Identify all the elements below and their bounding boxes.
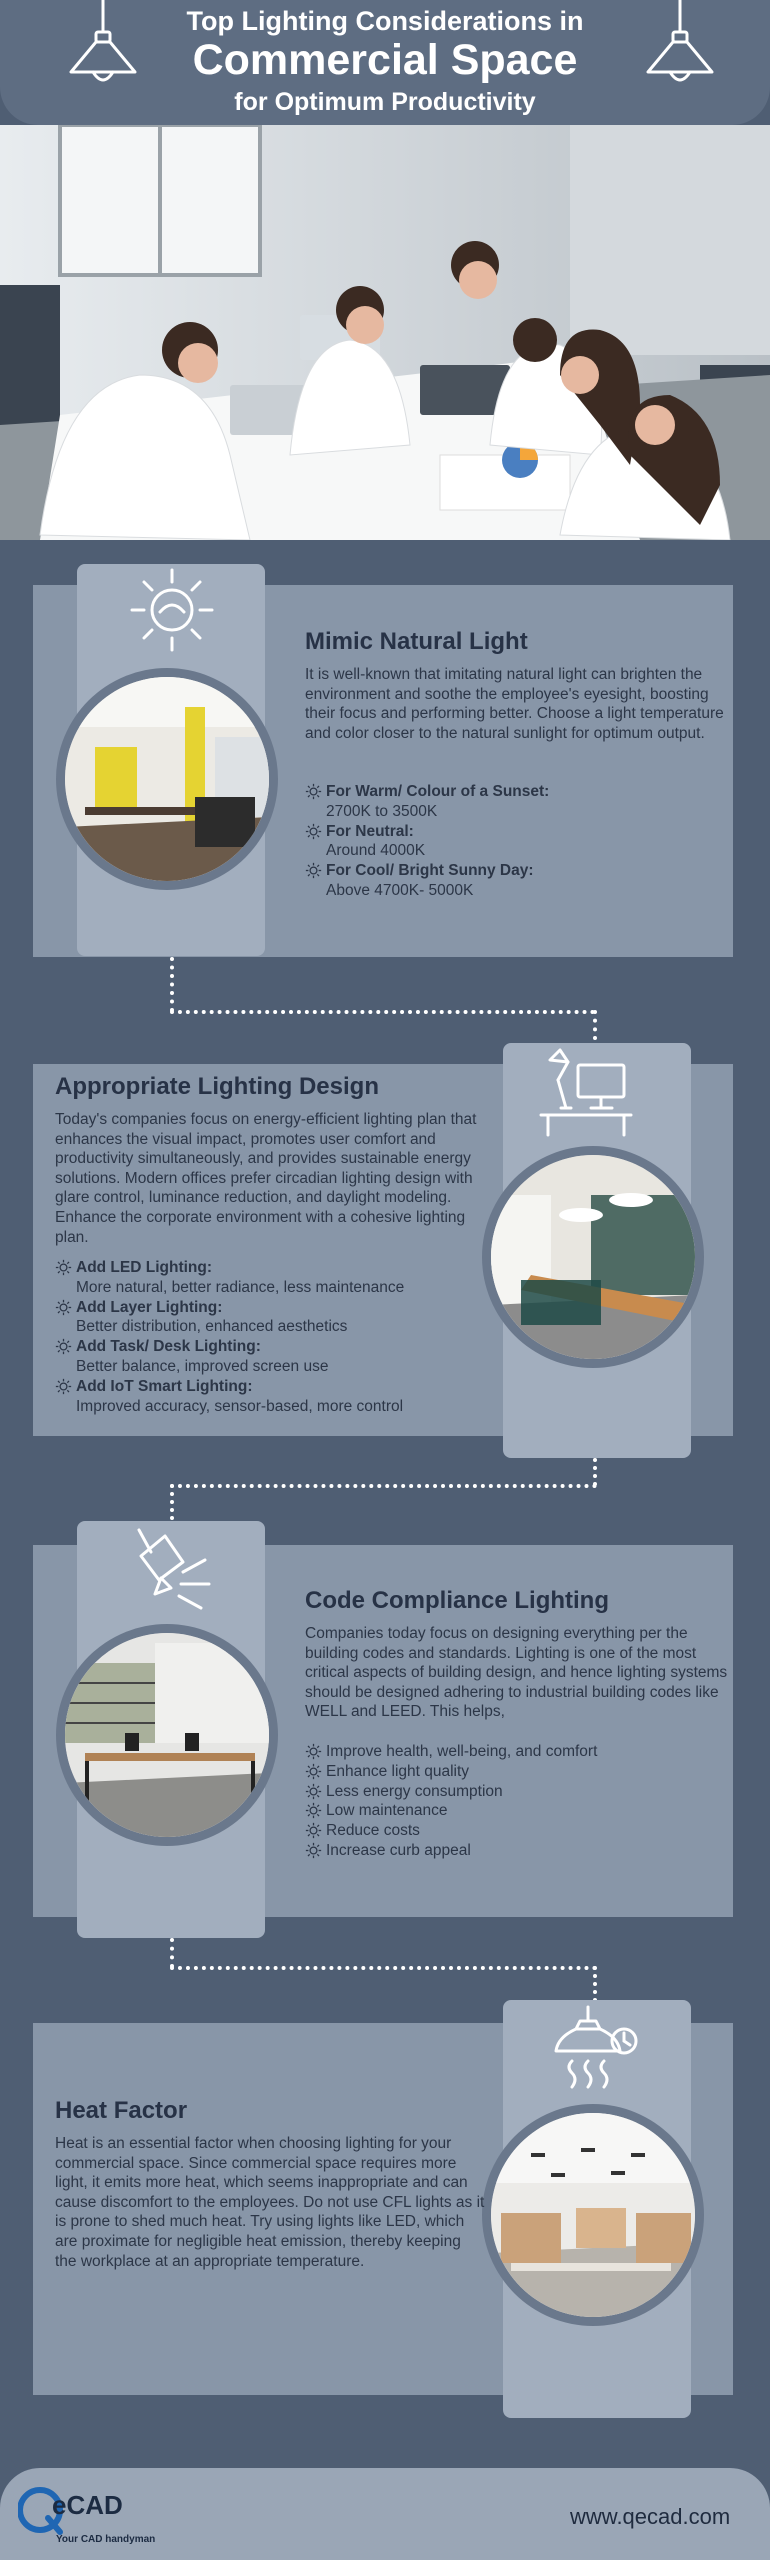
list-item bbox=[305, 782, 725, 802]
list-item-label: Add Layer Lighting: bbox=[76, 1298, 223, 1316]
list-item bbox=[305, 822, 725, 842]
section-4-office-photo bbox=[491, 2113, 695, 2317]
section-1-list bbox=[305, 782, 725, 901]
list-item-text: Low maintenance bbox=[326, 1802, 448, 1820]
section-1-text: It is well-known that imitating natural light can brighten the environment and soothe the employee's eyesight, boosting their focus and performing better. Choose a light temperature and color closer to the natural sunlight for optimum output. bbox=[305, 666, 724, 742]
list-item-text: Increase curb appeal bbox=[326, 1841, 471, 1859]
dotted-connector bbox=[170, 1966, 597, 1970]
dotted-connector bbox=[593, 1010, 597, 1040]
sun-bullet-icon bbox=[305, 1802, 322, 1819]
list-item bbox=[55, 1377, 485, 1397]
sun-bullet-icon bbox=[305, 1763, 322, 1780]
list-item-detail: Better balance, improved screen use bbox=[76, 1357, 329, 1375]
sun-bullet-icon bbox=[305, 783, 322, 800]
list-item bbox=[55, 1337, 485, 1357]
section-3-title: Code Compliance Lighting bbox=[305, 1587, 609, 1614]
section-2-text: Today's companies focus on energy-efficient lighting plan that enhances the visual impact, promotes user comfort and productivity simultaneously, and provides sustainable energy solutions. Modern offices prefer circadian lighting design with glare control, luminance reduction, and daylight modeling. Enhance the corporate environment with a cohesive lighting plan. bbox=[55, 1111, 477, 1246]
dotted-connector bbox=[170, 1010, 595, 1014]
list-item-label: For Cool/ Bright Sunny Day: bbox=[326, 862, 534, 880]
list-item-label: Add IoT Smart Lighting: bbox=[76, 1377, 253, 1395]
section-2-office-photo bbox=[491, 1155, 695, 1359]
list-item-label: For Neutral: bbox=[326, 822, 414, 840]
sun-bullet-icon bbox=[305, 823, 322, 840]
sun-bullet-icon bbox=[55, 1259, 72, 1276]
dotted-connector bbox=[593, 1458, 597, 1486]
list-item-label: Add Task/ Desk Lighting: bbox=[76, 1338, 261, 1356]
list-item-text: Enhance light quality bbox=[326, 1762, 470, 1780]
section-3-text: Companies today focus on designing everything per the building codes and standards. Lighting is one of the most critical aspects of building design, and hence lighting systems should be designed adhering to industrial building codes like WELL and LEED. This helps, bbox=[305, 1625, 728, 1721]
sun-bullet-icon bbox=[305, 1822, 322, 1839]
list-item-text: Less energy consumption bbox=[326, 1782, 503, 1800]
website-link[interactable]: www.qecad.com bbox=[570, 2504, 731, 2529]
section-2-title: Appropriate Lighting Design bbox=[55, 1073, 379, 1100]
dotted-connector bbox=[170, 1484, 174, 1520]
list-item bbox=[305, 861, 725, 881]
section-3-office-photo bbox=[65, 1633, 269, 1837]
list-item bbox=[305, 1841, 725, 1861]
sun-bullet-icon bbox=[55, 1299, 72, 1316]
list-item-detail: Improved accuracy, sensor-based, more control bbox=[76, 1397, 404, 1415]
list-item-detail: Above 4700K- 5000K bbox=[326, 881, 474, 899]
list-item-text: Improve health, well-being, and comfort bbox=[326, 1743, 598, 1760]
title-line-1: Top Lighting Considerations in bbox=[186, 6, 584, 36]
list-item bbox=[305, 1782, 725, 1802]
title-line-3: for Optimum Productivity bbox=[234, 88, 536, 116]
sun-bullet-icon bbox=[305, 1743, 322, 1760]
list-item bbox=[305, 1801, 725, 1821]
sun-bullet-icon bbox=[305, 1842, 322, 1859]
title-line-2: Commercial Space bbox=[192, 36, 578, 84]
section-1-title: Mimic Natural Light bbox=[305, 628, 528, 655]
section-1-office-photo bbox=[65, 677, 269, 881]
spotlight-icon bbox=[125, 1522, 225, 1622]
list-item-label: Add LED Lighting: bbox=[76, 1259, 213, 1276]
list-item bbox=[305, 1742, 725, 1762]
section-4-title: Heat Factor bbox=[55, 2097, 188, 2124]
list-item-detail: Better distribution, enhanced aesthetics bbox=[76, 1318, 348, 1336]
dotted-connector bbox=[170, 1484, 597, 1488]
hero-office-photo bbox=[0, 125, 770, 540]
list-item bbox=[305, 1821, 725, 1841]
section-3-list bbox=[305, 1742, 725, 1861]
svg-text:eCAD: eCAD bbox=[52, 2490, 123, 2520]
list-item-detail: More natural, better radiance, less maintenance bbox=[76, 1278, 405, 1296]
sun-bullet-icon bbox=[55, 1378, 72, 1395]
list-item bbox=[55, 1298, 485, 1318]
hot-lamp-icon bbox=[548, 2003, 648, 2103]
header-banner bbox=[0, 0, 770, 125]
list-item-detail: Around 4000K bbox=[326, 842, 426, 860]
list-item bbox=[55, 1258, 485, 1278]
logo-tagline: Your CAD handyman bbox=[56, 2534, 156, 2545]
list-item bbox=[305, 1762, 725, 1782]
sun-bullet-icon bbox=[305, 1783, 322, 1800]
list-item-label: For Warm/ Colour of a Sunset: bbox=[326, 783, 550, 800]
sun-icon bbox=[122, 560, 222, 660]
list-item-detail: 2700K to 3500K bbox=[326, 802, 438, 820]
sun-bullet-icon bbox=[305, 862, 322, 879]
sun-bullet-icon bbox=[55, 1338, 72, 1355]
section-2-list bbox=[55, 1258, 485, 1416]
desk-lamp-icon bbox=[536, 1040, 636, 1140]
dotted-connector bbox=[170, 1938, 174, 1968]
section-4-text: Heat is an essential factor when choosing lighting for your commercial space. Since commercial space requires more light, it emits more heat, which seems inappropriate and can cause discomfort to the employees. Do not use CFL lights as it is prone to shed much heat. Try using lights like LED, which are proximate for negligible heat emission, thereby keeping the workplace at an appropriate temperature. bbox=[55, 2135, 485, 2270]
dotted-connector bbox=[170, 957, 174, 1012]
dotted-connector bbox=[593, 1966, 597, 2002]
list-item-text: Reduce costs bbox=[326, 1822, 420, 1840]
